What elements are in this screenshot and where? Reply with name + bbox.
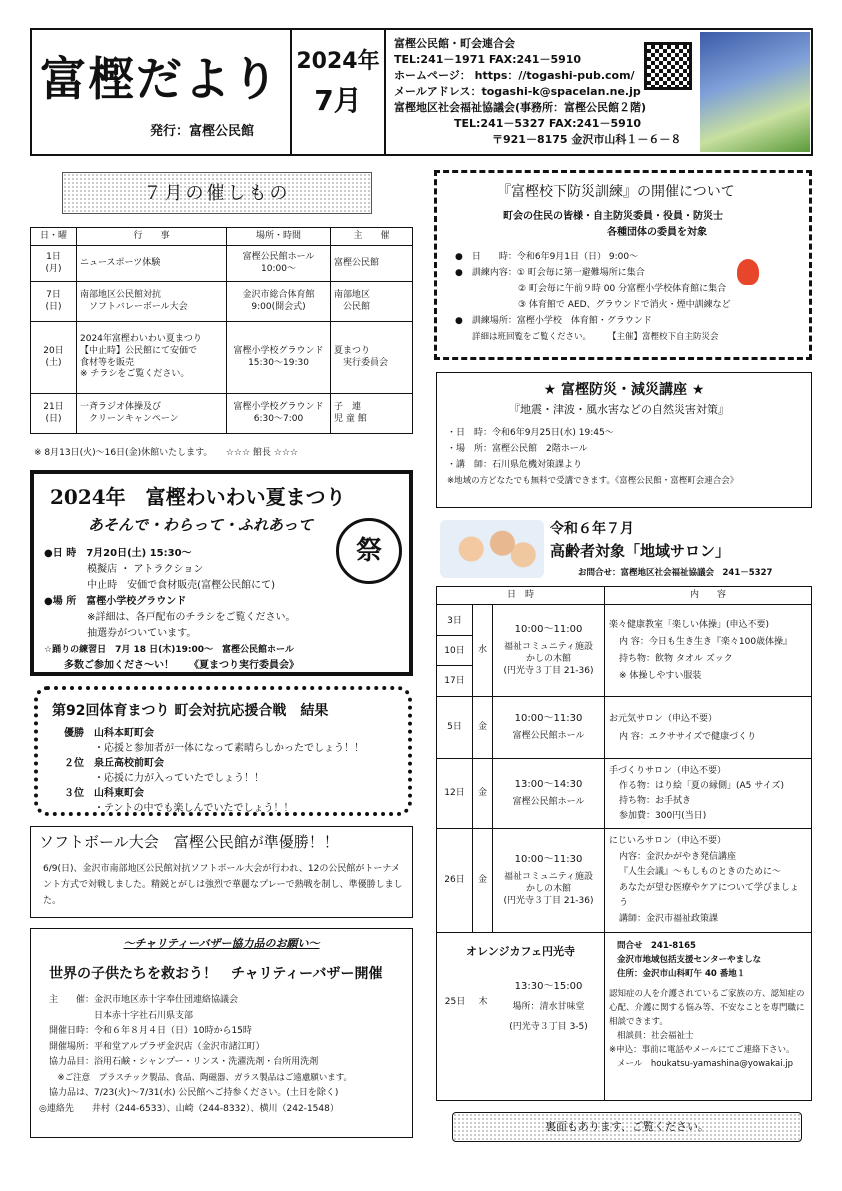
drill-title: 『富樫校下防災訓練』の開催について (497, 184, 735, 200)
disaster-lecture-box (436, 372, 812, 508)
contact-line: TEL:241－1971 FAX:241－5910 (394, 53, 582, 66)
table-row: 3日 10日 17日 水 10:00～11:00 福祉コミュニティ施設 かしの木館 (円光寺３丁目 21-36) 楽々健康教室「楽しい体操」(申込不要) 内 容：今日も生き生き『楽々100歳体操』 持ち物：飲物 タオル ズック ※ 体操しやすい服装 (437, 605, 812, 697)
table-header: 場所・時間 (227, 228, 331, 246)
lecture-subtitle: 『地震・津波・風水害などの自然災害対策』 (509, 403, 729, 416)
tanabata-illustration (700, 32, 810, 152)
table-row: 21日 (日) 一斉ラジオ体操及び クリーンキャンペーン 富樫小学校グラウンド 6:30～7:00 子 連 児 童 館 (31, 394, 413, 434)
sports-result-title: 第92回体育まつり 町会対抗応援合戦 結果 (52, 703, 329, 719)
table-row: 7日 (日) 南部地区公民館対抗 ソフトバレーボール大会 金沢市総合体育館 9:00(開会式) 南部地区 公民館 (31, 282, 413, 322)
table-row: 26日 金 10:00～11:30 福祉コミュニティ施設 かしの木館 (円光寺３丁目 21-36) にじいろサロン（申込不要） 内容：金沢かがやき発信講座 『人生会議』～もしものときのために～ あなたが望む医療やケアについて学びましょう 講師：金沢市福祉政策課 (437, 829, 812, 933)
contact-line: 富樫公民館・町会連合会 (394, 37, 515, 50)
events-title: ７月の催しもの (62, 172, 372, 214)
salon-contact: お問合せ：富樫地区社会福祉協議会 241－5327 (578, 568, 773, 578)
newsletter-title: 富樫だより (40, 52, 280, 106)
table-header: 内 容 (605, 587, 812, 605)
contact-info (394, 36, 681, 148)
charity-bazaar-box (30, 928, 413, 1138)
publisher: 発行：富樫公民館 (150, 124, 255, 139)
table-row: 1日 (月) ニュースポーツ体験 富樫公民館ホール 10:00～ 富樫公民館 (31, 246, 413, 282)
contact-line: 〒921－8175 金沢市山科１－６－８ (492, 133, 682, 146)
summer-festival-box (30, 470, 413, 676)
festival-fan-icon: 祭 (336, 518, 402, 584)
elderly-group-illustration (440, 520, 544, 578)
issue-year: 2024年 (296, 49, 380, 74)
table-header: 行 事 (77, 228, 227, 246)
softball-body: 6/9(日)、金沢市南部地区公民館対抗ソフトボール大会が行われ、12の公民館がトーナメント方式で対戦しました。精鋭とがしは強烈で華麗なプレーで熱戦を制し、準優勝しました。 (43, 864, 403, 906)
events-table (30, 227, 413, 434)
back-page-note: 裏面もあります、ご覧ください。 (452, 1112, 802, 1142)
salon-table (436, 586, 812, 1101)
orange-cafe-label: オレンジカフェ円光寺 (466, 945, 575, 958)
festival-details: ●日 時 7月20日(土) 15:30～ 模擬店 ・ アトラクション 中止時 安価で食材販売(富樫公民館にて) ●場 所 富樫小学校グラウンド ※詳細は、各戸配布のチラシをご覧ください。 抽選券がついています。 ☆踊りの練習日 7月 18 日(木)19:00～ 富樫公民館ホール 多数ご参加くださ～い！ 《夏まつり実行委員会》 (44, 548, 299, 671)
charity-title: 世界の子供たちを救おう！ チャリティーバザー開催 (49, 966, 383, 982)
table-header: 日 時 (437, 587, 605, 605)
table-row: 5日 金 10:00～11:30 富樫公民館ホール お元気サロン（申込不要） 内 容：エクササイズで健康づくり (437, 697, 812, 759)
table-header: 日・曜 (31, 228, 77, 246)
table-row: 20日 (土) 2024年富樫わいわい夏まつり 【中止時】公民館にて安価で 食材等を販売 ※ チラシをご覧ください。 富樫小学校グラウンド 15:30～19:30 夏まつり 実行委員会 (31, 322, 413, 394)
disaster-drill-box (434, 170, 812, 360)
festival-title: 2024年 富樫わいわい夏まつり (50, 485, 346, 509)
contact-line: TEL:241－5327 FAX:241－5910 (454, 117, 642, 130)
salon-header (436, 516, 812, 582)
festival-subtitle: あそんで・わらって・ふれあって (88, 516, 313, 534)
fire-icon (737, 259, 759, 289)
sports-festival-box (34, 686, 412, 816)
qr-code-icon[interactable] (644, 42, 692, 90)
sports-result-list: 優勝 山科本町町会 ・応援と参加者が一体になって素晴らしかったでしょう！！ ２位 泉丘高校前町会 ・応援に力が入っていたでしょう！！ ３位 山科東町会 ・テントの中でも楽しんでいたでしょう！！ (64, 728, 364, 814)
table-header: 主 催 (331, 228, 413, 246)
issue-date (290, 30, 386, 154)
contact-line: 富樫地区社会福祉協議会(事務所：富樫公民館２階) (394, 101, 647, 114)
table-row: 12日 金 13:00～14:30 富樫公民館ホール 手づくりサロン（申込不要） 作る物：はり絵「夏の縁側」(A5 サイズ) 持ち物：お手拭き 参加費：300円(当日) (437, 759, 812, 829)
homepage-link[interactable]: ホームページ： https：//togashi-pub.com/ (394, 69, 635, 82)
closure-note: ※ 8月13日(火)～16日(金)休館いたします。 ☆☆☆ 館長 ☆☆☆ (34, 448, 298, 458)
drill-details: ● 日 時：令和6年9月1日（日） 9:00～ ● 訓練内容：① 町会毎に第一避難場所に集合 ② 町会毎に午前９時 00 分富樫小学校体育館に集合 ③ 体育館で AED、グラウンドで消火・煙中訓練など ● 訓練場所：富樫小学校 体育館・グラウンド 詳細は班回覧をご覧ください。 【主催】富樫校下自主防災会 (455, 252, 731, 342)
salon-title-2: 高齢者対象「地域サロン」 (550, 542, 731, 560)
lecture-title: ★ 富樫防災・減災講座 ★ (543, 382, 705, 398)
softball-title: ソフトボール大会 富樫公民館が準優勝！！ (39, 833, 339, 851)
table-row: オレンジカフェ円光寺 25日 木 13:30～15:00 場所：清水甘味堂 (円光寺３丁目 3-5) 問合せ 241-8165 金沢市地域包括支援センターやましな 住所：金沢市山科町午 40 番地１ 認知症の人を介護されているご家族の方、認知症の心配、介護に関する悩み等、不安なことを専門職に相談できます。 相談員：社会福祉士 ※申込：事前に電話やメールにてご連絡下さい。 メール houkatsu-yamashina@yowakai.jp (437, 933, 812, 1101)
drill-target: 町会の住民の皆様・自主防災委員・役員・防災士 各種団体の委員を対象 (503, 211, 723, 238)
salon-title-1: 令和６年７月 (550, 521, 634, 537)
email-link[interactable]: メール houkatsu-yamashina@yowakai.jp (617, 1059, 794, 1069)
issue-month: 7月 (314, 83, 362, 117)
charity-heading: ～チャリティーバザー協力品のお願い～ (123, 937, 320, 950)
email-link[interactable]: メールアドレス：togashi-k@spacelan.ne.jp (394, 85, 641, 98)
masthead (30, 28, 813, 156)
softball-box (30, 826, 413, 918)
charity-details: 主 催：金沢市地区赤十字奉仕団連絡協議会 日本赤十字社石川県支部 開催日時：令和６年８月４日（日）10時から15時 開催場所：平和堂アルプラザ金沢店（金沢市諸江町） 協力品目：浴用石鹸・シャンプー・リンス・洗濯洗剤・台所用洗剤 ※ご注意 プラスチック製品、食品、陶磁器、ガラス製品はご遠慮願います。 協力品は、7/23(火)～7/31(水) 公民館へご持参ください。(土日を除く) ◎連絡先 井村（244-6533）、山崎（244-8332）、横川（242-1548） (39, 995, 353, 1114)
lecture-details: ・日 時：令和6年9月25日(水) 19:45～ ・場 所：富樫公民館 2階ホール ・講 師：石川県危機対策課より ※地域の方どなたでも無料で受講できます。《富樫公民館・富樫町会連合会》 (447, 428, 739, 486)
